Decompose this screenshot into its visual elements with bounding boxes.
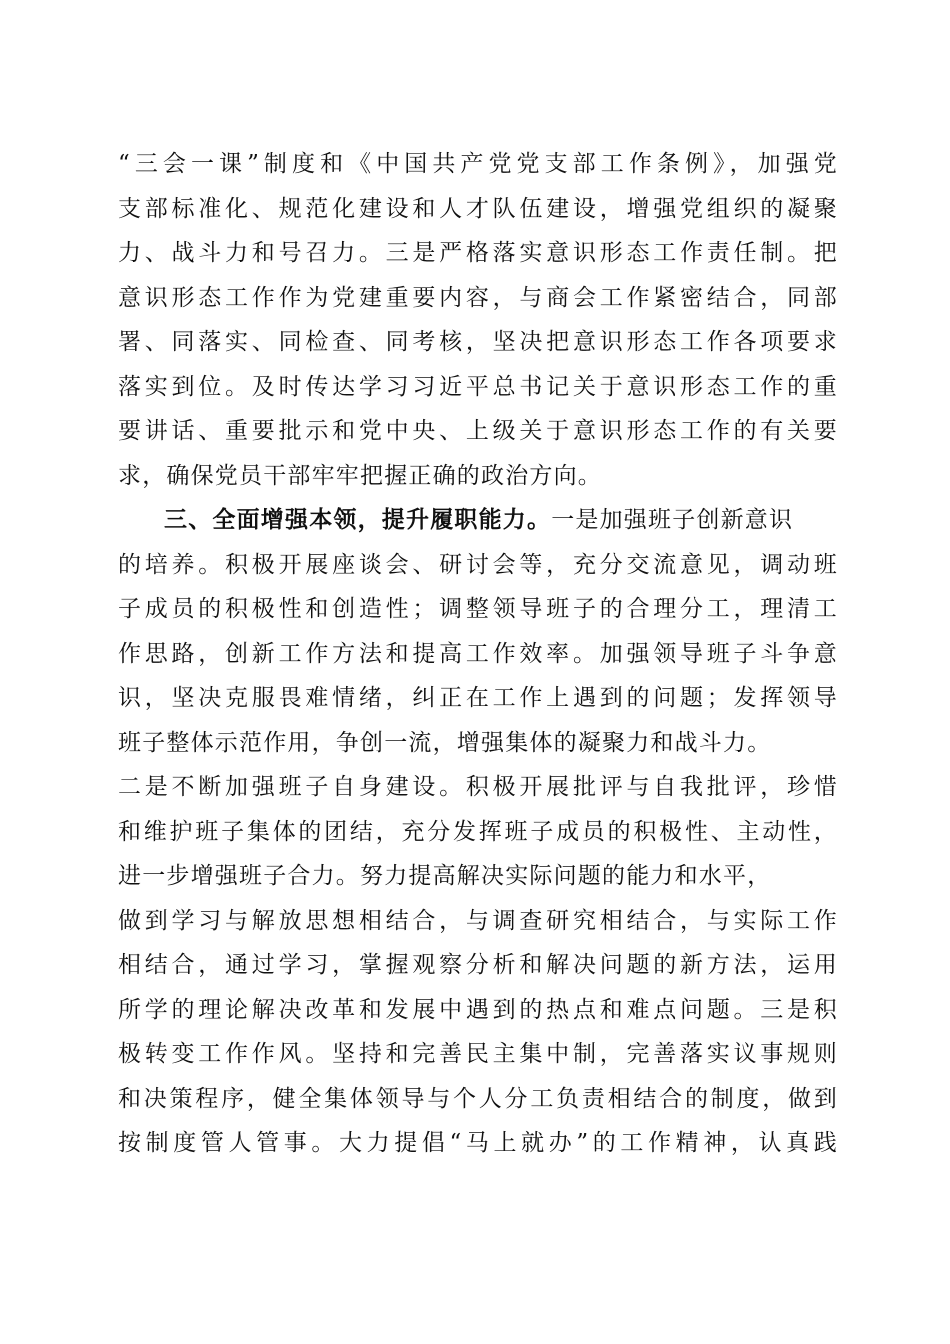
text-line: 意识形态工作作为党建重要内容，与商会工作紧密结合，同部: [118, 284, 838, 311]
text-line: 所学的理论解决改革和发展中遇到的热点和难点问题。三是积: [118, 996, 838, 1023]
text-line: 和决策程序，健全集体领导与个人分工负责相结合的制度，做到: [118, 1085, 838, 1112]
text-line: 相结合，通过学习，掌握观察分析和解决问题的新方法，运用: [118, 952, 838, 978]
text-line: 识，坚决克服畏难情绪，纠正在工作上遇到的问题；发挥领导: [118, 685, 838, 711]
text-line: 要讲话、重要批示和党中央、上级关于意识形态工作的有关要: [118, 418, 838, 444]
text-line: 极转变工作作风。坚持和完善民主集中制，完善落实议事规则: [118, 1041, 838, 1067]
text-line: 求，确保党员干部牢牢把握正确的政治方向。: [118, 462, 602, 489]
text-line: 进一步增强班子合力。努力提高解决实际问题的能力和水平，: [118, 863, 772, 889]
text-line: “三会一课”制度和《中国共产党党支部工作条例》，加强党: [118, 151, 838, 177]
text-line: 署、同落实、同检查、同考核，坚决把意识形态工作各项要求: [118, 329, 838, 355]
text-line: 落实到位。及时传达学习习近平总书记关于意识形态工作的重: [118, 373, 838, 400]
text-line: 做到学习与解放思想相结合，与调查研究相结合，与实际工作: [118, 907, 838, 934]
text-line: 班子整体示范作用，争创一流，增强集体的凝聚力和战斗力。: [118, 729, 772, 756]
text-line: 的培养。积极开展座谈会、研讨会等，充分交流意见，调动班: [118, 551, 838, 578]
text-line: 按制度管人管事。大力提倡“马上就办”的工作精神，认真践: [118, 1130, 838, 1156]
document-body: [118, 142, 838, 1166]
text-line: 支部标准化、规范化建设和人才队伍建设，增强党组织的凝聚: [118, 195, 838, 222]
section-3-first-line: [118, 498, 838, 543]
text-line: 和维护班子集体的团结，充分发挥班子成员的积极性、主动性，: [118, 818, 838, 845]
text-line: 子成员的积极性和创造性；调整领导班子的合理分工，理清工: [118, 596, 838, 622]
text-line: 力、战斗力和号召力。三是严格落实意识形态工作责任制。把: [118, 240, 838, 266]
text-line: 二是不断加强班子自身建设。积极开展批评与自我批评，珍惜: [118, 774, 838, 800]
section-3-heading: 三、全面增强本领，提升履职能力。: [164, 507, 552, 533]
text-line: 作思路，创新工作方法和提高工作效率。加强领导班子斗争意: [118, 640, 838, 667]
section-3-first-line-text: 一是加强班子创新意识: [551, 507, 794, 533]
